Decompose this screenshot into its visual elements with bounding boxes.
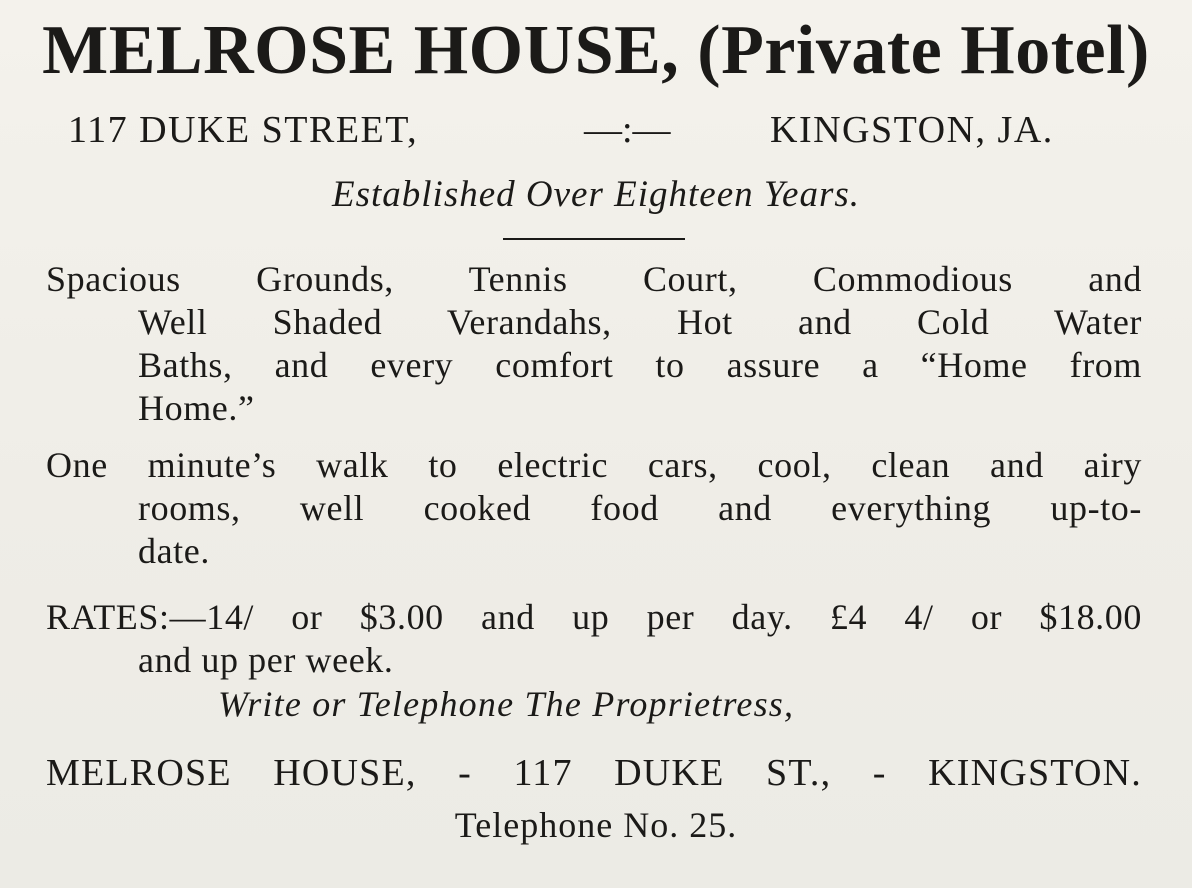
amenities-line: Home.”: [138, 388, 255, 428]
amenities-line: Well Shaded Verandahs, Hot and Cold Water: [138, 302, 1142, 342]
amenities-line: Baths, and every comfort to assure a “Home from: [138, 345, 1142, 385]
street-address: 117 DUKE STREET,: [68, 109, 419, 151]
telephone-number: Telephone No. 25.: [454, 805, 738, 845]
city-address: KINGSTON, JA.: [770, 109, 1054, 151]
hotel-title: MELROSE HOUSE, (Private Hotel): [42, 12, 1150, 89]
location-line: rooms, well cooked food and everything up-to-: [138, 488, 1142, 528]
contact-instruction: Write or Telephone The Proprietress,: [218, 684, 795, 724]
address-separator: —:—: [584, 109, 671, 151]
rates-paragraph: [46, 596, 1142, 682]
footer-address: MELROSE HOUSE, - 117 DUKE ST., - KINGSTON.: [46, 752, 1142, 794]
location-line: One minute’s walk to electric cars, cool, clean and airy: [46, 445, 1142, 485]
established-tagline: Established Over Eighteen Years.: [331, 174, 861, 215]
amenities-paragraph: [46, 258, 1142, 430]
location-paragraph: [46, 444, 1142, 573]
location-line: date.: [138, 531, 210, 571]
rates-line: RATES:—14/ or $3.00 and up per day. £4 4/ or $18.00: [46, 597, 1142, 637]
rates-line: and up per week.: [138, 640, 394, 680]
amenities-line: Spacious Grounds, Tennis Court, Commodious and: [46, 259, 1142, 299]
divider-rule: [503, 238, 685, 240]
